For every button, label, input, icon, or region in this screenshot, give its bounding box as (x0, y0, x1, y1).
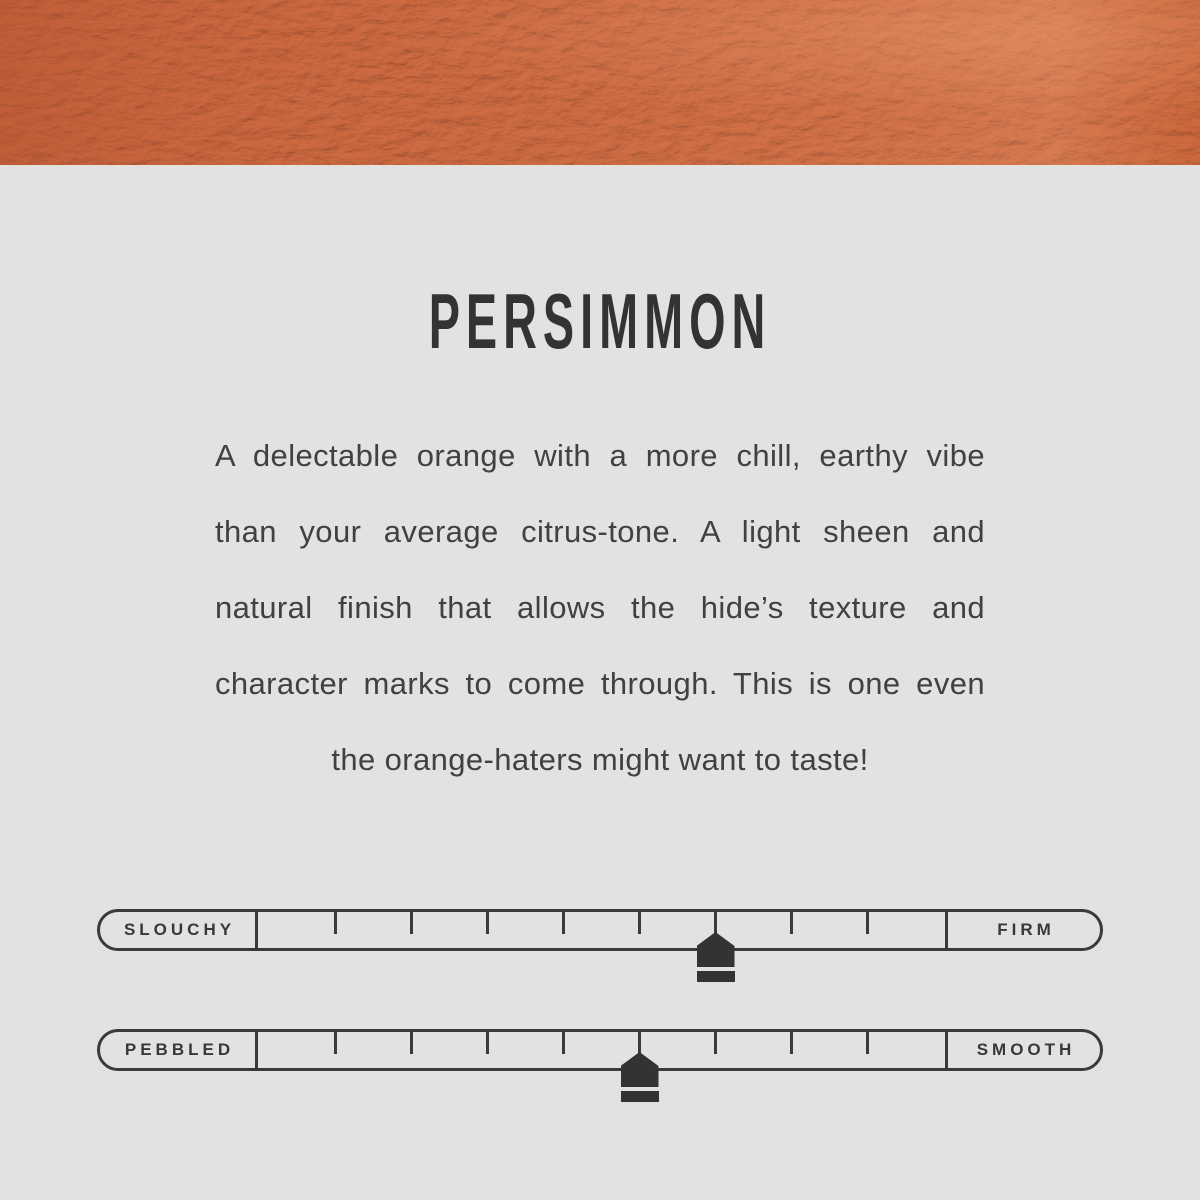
marker-base (697, 971, 735, 982)
position-marker (697, 932, 735, 982)
tick-mark (714, 912, 717, 934)
tick-mark (486, 1032, 489, 1054)
description-line: character marks to come through. This is one even (215, 666, 985, 701)
page-title: PERSIMMON (428, 277, 772, 365)
tick-mark (334, 1032, 337, 1054)
slider-slouchy-firm (97, 909, 1103, 951)
description-line: than your average citrus-tone. A light sheen and (215, 514, 985, 549)
tick-mark (334, 912, 337, 934)
tick-mark (410, 1032, 413, 1054)
marker-arrow (621, 1052, 659, 1087)
tick-mark (410, 912, 413, 934)
description-line: the orange-haters might want to taste! (331, 742, 869, 777)
description-line: A delectable orange with a more chill, earthy vibe (215, 438, 985, 473)
tick-mark (486, 912, 489, 934)
slider-right-label: SMOOTH (945, 1032, 1100, 1068)
slider-left-label: PEBBLED (100, 1032, 258, 1068)
description-line: natural finish that allows the hide’s texture and (215, 590, 985, 625)
slider-pebbled-smooth (97, 1029, 1103, 1071)
tick-mark (790, 912, 793, 934)
tick-mark (790, 1032, 793, 1054)
tick-mark (638, 912, 641, 934)
tick-mark (714, 1032, 717, 1054)
marker-base (621, 1091, 659, 1102)
leather-swatch-image (0, 0, 1200, 165)
slider-right-label: FIRM (945, 912, 1100, 948)
tick-mark (638, 1032, 641, 1054)
position-marker (621, 1052, 659, 1102)
tick-mark (866, 1032, 869, 1054)
marker-arrow (697, 932, 735, 967)
tick-mark (562, 1032, 565, 1054)
tick-mark (866, 912, 869, 934)
tick-mark (562, 912, 565, 934)
color-description (215, 418, 985, 798)
slider-left-label: SLOUCHY (100, 912, 258, 948)
